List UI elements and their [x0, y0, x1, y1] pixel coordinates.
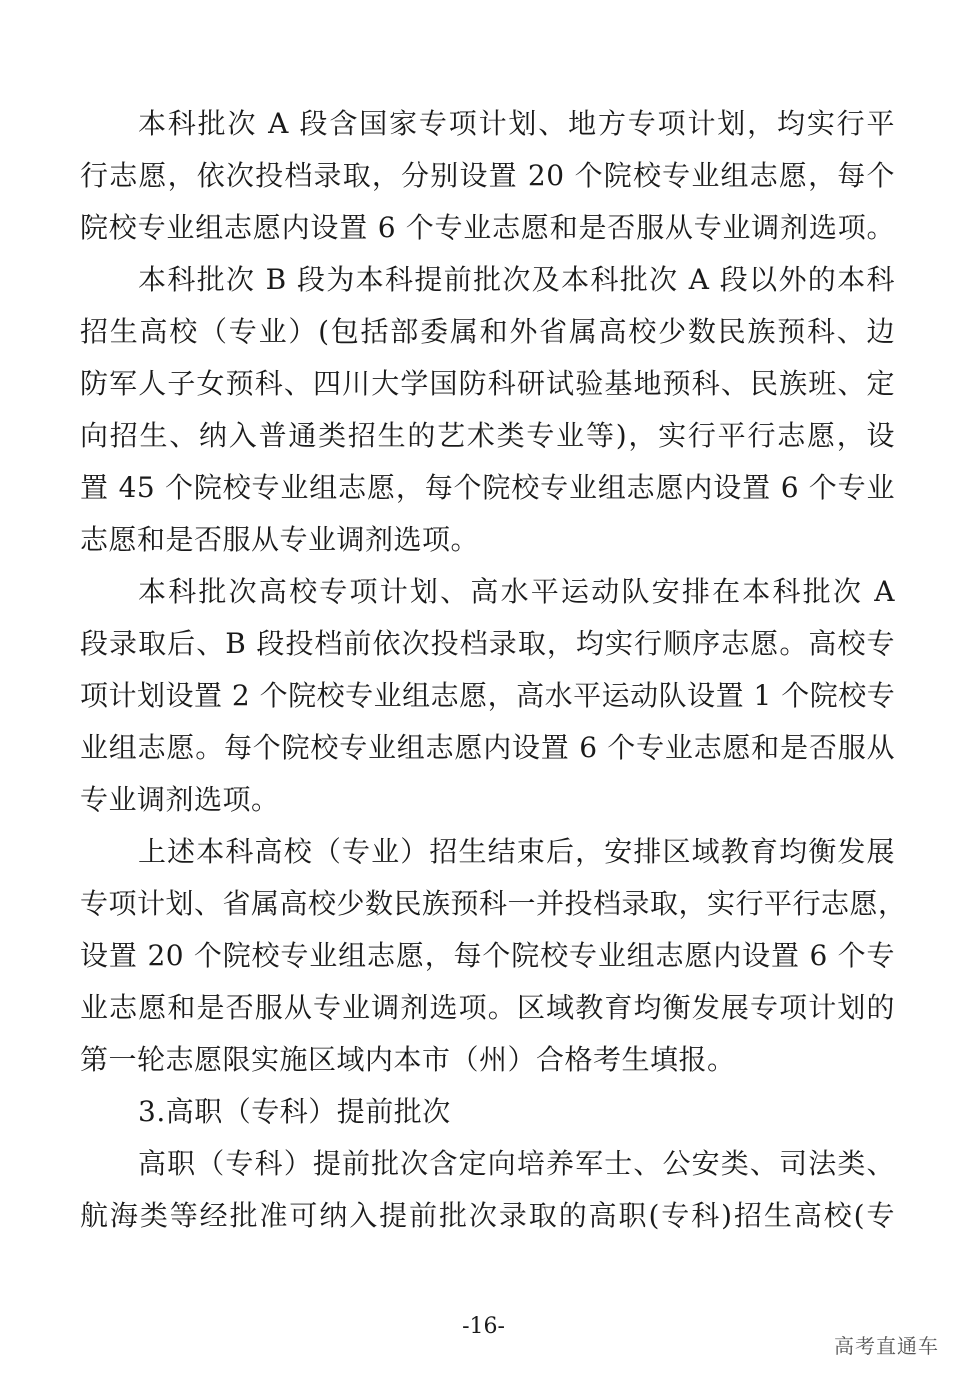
- text-line: 专项计划、省属高校少数民族预科一并投档录取，实行平行志愿，: [80, 887, 907, 920]
- text-line: 专业调剂选项。: [80, 783, 280, 816]
- text-line: 高职（专科）提前批次含定向培养军士、公安类、司法类、: [138, 1147, 895, 1180]
- text-line: 第一轮志愿限实施区域内本市（州）合格考生填报。: [80, 1043, 736, 1076]
- text-line: 行志愿，依次投档录取，分别设置 20 个院校专业组志愿，每个: [80, 159, 895, 192]
- text-line: 航海类等经批准可纳入提前批次录取的高职(专科)招生高校(专: [80, 1199, 895, 1232]
- section-heading: 3.高职（专科）提前批次: [138, 1095, 451, 1128]
- text-line: 本科批次 A 段含国家专项计划、地方专项计划，均实行平: [138, 107, 895, 140]
- text-line: 招生高校（专业）(包括部委属和外省属高校少数民族预科、边: [80, 315, 895, 348]
- text-line: 本科批次高校专项计划、高水平运动队安排在本科批次 A: [138, 575, 895, 608]
- text-line: 志愿和是否服从专业调剂选项。: [80, 523, 480, 556]
- text-line: 院校专业组志愿内设置 6 个专业志愿和是否服从专业调剂选项。: [80, 211, 895, 244]
- text-line: 防军人子女预科、四川大学国防科研试验基地预科、民族班、定: [80, 367, 895, 400]
- text-line: 段录取后、B 段投档前依次投档录取，均实行顺序志愿。高校专: [80, 627, 895, 660]
- text-line: 项计划设置 2 个院校专业组志愿，高水平运动队设置 1 个院校专: [80, 679, 896, 712]
- page-number: -16-: [462, 1314, 505, 1339]
- text-line: 置 45 个院校专业组志愿，每个院校专业组志愿内设置 6 个专业: [80, 471, 895, 504]
- text-line: 业志愿和是否服从专业调剂选项。区域教育均衡发展专项计划的: [80, 991, 895, 1024]
- text-line: 业组志愿。每个院校专业组志愿内设置 6 个专业志愿和是否服从: [80, 731, 895, 764]
- text-line: 上述本科高校（专业）招生结束后，安排区域教育均衡发展: [138, 835, 895, 868]
- text-line: 设置 20 个院校专业组志愿，每个院校专业组志愿内设置 6 个专: [80, 939, 895, 972]
- text-line: 向招生、纳入普通类招生的艺术类专业等)，实行平行志愿，设: [80, 419, 895, 452]
- text-line: 本科批次 B 段为本科提前批次及本科批次 A 段以外的本科: [138, 263, 895, 296]
- watermark: 高考直通车: [834, 1334, 939, 1358]
